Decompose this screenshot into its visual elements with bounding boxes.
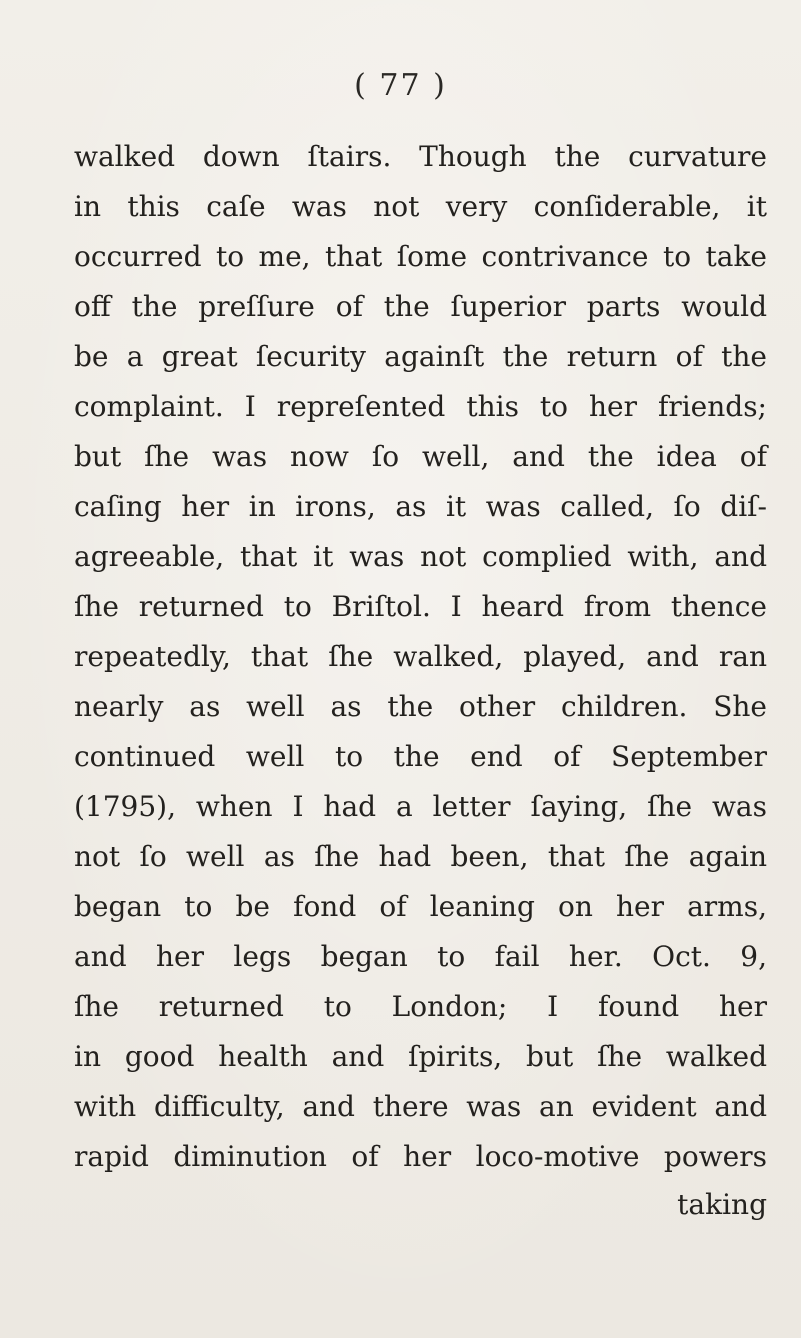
text-line: in this caſe was not very conſiderable, it (74, 190, 767, 223)
text-line: caſing her in irons, as it was called, ſo diſ- (74, 490, 767, 523)
text-line: rapid diminution of her loco-motive powers (74, 1140, 767, 1173)
text-line: with difficulty, and there was an evident and (74, 1090, 767, 1123)
text-line: ſhe returned to London; I found her (74, 990, 767, 1023)
text-line: off the preſſure of the ſuperior parts would (74, 290, 767, 323)
text-line: in good health and ſpirits, but ſhe walked (74, 1040, 767, 1073)
text-line: not ſo well as ſhe had been, that ſhe again (74, 840, 767, 873)
text-line: (1795), when I had a letter ſaying, ſhe was (74, 790, 767, 823)
text-line: ſhe returned to Briſtol. I heard from thence (74, 590, 767, 623)
page-number: ( 77 ) (354, 68, 447, 103)
text-line: repeatedly, that ſhe walked, played, and ran (74, 640, 767, 673)
text-line: and her legs began to fail her. Oct. 9, (74, 940, 767, 973)
text-line: but ſhe was now ſo well, and the idea of (74, 440, 767, 473)
text-line: nearly as well as the other children. She (74, 690, 767, 723)
text-line: be a great ſecurity againſt the return of the (74, 340, 767, 373)
text-line: began to be fond of leaning on her arms, (74, 890, 767, 923)
catchword: taking (677, 1188, 767, 1221)
text-line: continued well to the end of September (74, 740, 767, 773)
text-line: walked down ſtairs. Though the curvature (74, 140, 767, 173)
text-line: occurred to me, that ſome contrivance to take (74, 240, 767, 273)
text-line: agreeable, that it was not complied with, and (74, 540, 767, 573)
text-line: complaint. I repreſented this to her friends; (74, 390, 767, 423)
